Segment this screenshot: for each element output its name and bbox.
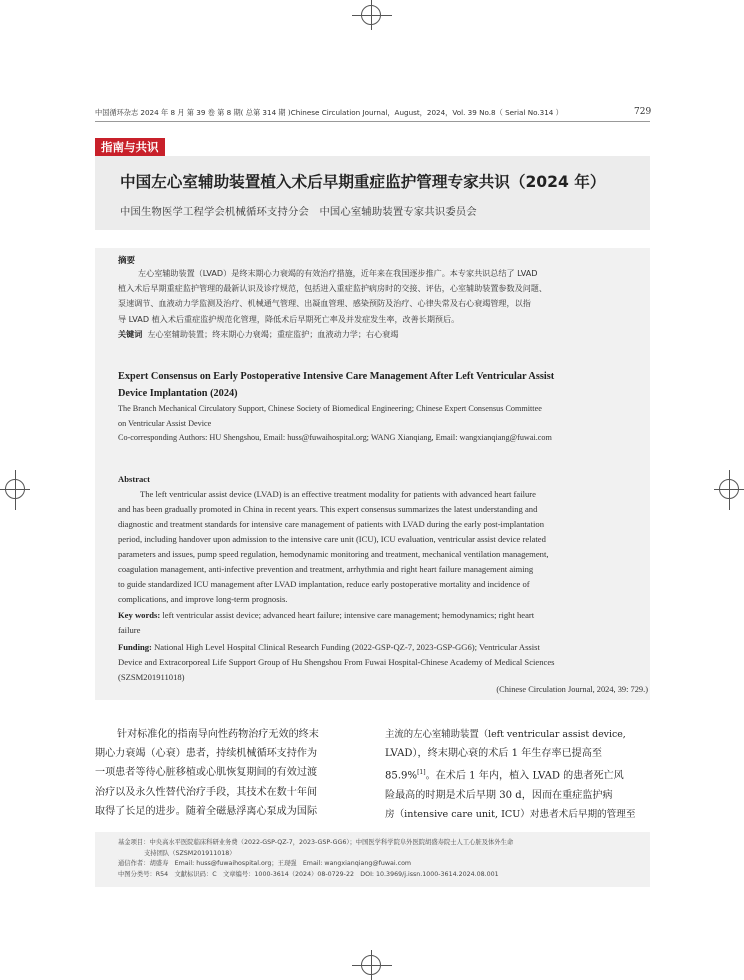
abstract-cn-label: 摘要	[118, 256, 136, 266]
footnote	[118, 838, 638, 880]
body-line: LVAD），终末期心衰的术后 1 年生存率已提高至	[385, 748, 602, 760]
crop-mark-bottom	[352, 950, 392, 980]
keywords-cn	[118, 329, 398, 340]
authors: 中国生物医学工程学会机械循环支持分会 中国心室辅助装置专家共识委员会	[120, 206, 477, 218]
body-column-left	[95, 725, 360, 821]
abstract-en-line: The left ventricular assist device (LVAD) is an effective treatment modality for patients with advanced heart failure	[140, 489, 536, 499]
footnote-line: 基金项目：中央高水平医院临床科研业务费（2022-GSP-QZ-7，2023-GSP-GG6）；中国医学科学院阜外医院胡盛寿院士人工心脏及体外生命	[118, 839, 514, 846]
keywords-en-text: failure	[118, 625, 141, 635]
english-title-line: Device Implantation (2024)	[118, 388, 238, 399]
funding-text: (SZSM201911018)	[118, 672, 185, 682]
body-line: 一项患者等待心脏移植或心肌恢复期间的有效过渡	[95, 767, 318, 779]
abstract-en-line: to guide standardized ICU management after LVAD implantation, reduce early postoperative mortality and incidence of	[118, 579, 530, 589]
funding	[118, 640, 626, 685]
body-line: 主流的左心室辅助装置（left ventricular assist device,	[385, 729, 626, 740]
crop-mark-top	[352, 0, 392, 30]
abstract-en-line: diagnostic and treatment standards for intensive care management of patients with LVAD during the early post-implantation	[118, 519, 544, 529]
abstract-en-line: parameters and issues, pump speed regulation, hemodynamic monitoring and treatment, mechanical ventilation management,	[118, 549, 549, 559]
body-column-right	[385, 725, 650, 824]
abstract-cn-line: 植入术后早期重症监护管理的最新认识及诊疗规范，包括进入重症监护病房时的交接、评估，心室辅助装置参数及问题、	[118, 283, 547, 294]
abstract-en-line: complications, and improve long-term prognosis.	[118, 594, 288, 604]
reference-marker[interactable]: [1]	[417, 769, 426, 777]
english-affiliation	[118, 402, 633, 431]
body-line: 针对标准化的指南导向性药物治疗无效的终末	[117, 729, 319, 740]
keywords-en-label: Key words:	[118, 610, 161, 620]
keywords-cn-label: 关键词	[118, 329, 143, 339]
body-line: 险最高的时期是术后早期 30 d，因而在重症监护病	[385, 789, 613, 801]
funding-text: Device and Extracorporeal Life Support Group of Hu Shengshou From Fuwai Hospital-Chinese Academy of Medical Sciences	[118, 657, 555, 667]
corresponding-authors: Co-corresponding Authors: HU Shengshou, Email: huss@fuwaihospital.org; WANG Xianqiang, Email: wangxianqiang@fuwai.com	[118, 433, 552, 442]
section-tag: 指南与共识	[95, 138, 165, 156]
keywords-en	[118, 608, 626, 638]
title-panel	[95, 156, 650, 230]
crop-mark-right	[714, 470, 744, 510]
body-line: 房（intensive care unit, ICU）对患者术后早期的管理至	[385, 809, 636, 821]
citation: (Chinese Circulation Journal, 2024, 39: 729.)	[496, 685, 648, 694]
footnote-line: 通信作者：胡盛寿 Email: huss@fuwaihospital.org；王现强 Email: wangxianqiang@fuwai.com	[118, 860, 412, 867]
body-line: 治疗以及永久性替代治疗手段，其技术在数十年间	[95, 786, 318, 798]
abstract-cn-text	[118, 266, 626, 327]
funding-text: National High Level Hospital Clinical Research Funding (2022-GSP-QZ-7, 2023-GSP-GG6); Ventricular Assist	[154, 642, 540, 652]
english-title-line: Expert Consensus on Early Postoperative Intensive Care Management After Left Ventricular Assist	[118, 371, 555, 382]
header-divider	[95, 121, 650, 122]
abstract-en-label: Abstract	[118, 474, 150, 484]
abstract-cn-line: 导 LVAD 植入术后重症监护规范化管理，降低术后早期死亡率及并发症发生率，改善长期预后。	[118, 313, 460, 324]
keywords-en-text: left ventricular assist device; advanced heart failure; intensive care management; hemodynamics; right heart	[162, 610, 535, 620]
crop-mark-left	[0, 470, 30, 510]
affiliation-line: The Branch Mechanical Circulatory Support, Chinese Society of Biomedical Engineering; Chinese Expert Consensus Committee	[118, 404, 542, 413]
body-line: 期心力衰竭（心衰）患者，持续机械循环支持作为	[95, 748, 318, 760]
paper-title: 中国左心室辅助装置植入术后早期重症监护管理专家共识（2024 年）	[120, 173, 606, 191]
body-line: 85.9%	[385, 770, 418, 782]
running-header: 中国循环杂志 2024 年 8 月 第 39 卷 第 8 期( 总第 314 期 )Chinese Circulation Journal，August，2024，Vol. 39 No.8（ Serial No.314 ）	[95, 108, 563, 117]
abstract-en-line: coagulation management, anti-infective prevention and treatment, arrhythmia and right heart failure management aiming	[118, 564, 534, 574]
footnote-line: 支持团队（SZSM201911018）	[144, 849, 236, 857]
abstract-en-line: and has been gradually promoted in China in recent years. This expert consensus summarizes the latest understanding and	[118, 504, 538, 514]
abstract-cn-line: 左心室辅助装置（LVAD）是终末期心力衰竭的有效治疗措施，近年来在我国逐步推广。本专家共识总结了 LVAD	[138, 268, 538, 278]
keywords-cn-text: 左心室辅助装置；终末期心力衰竭；重症监护；血液动力学；右心衰竭	[147, 329, 399, 339]
funding-label: Funding:	[118, 642, 152, 652]
body-line: 取得了长足的进步。随着全磁悬浮离心泵成为国际	[95, 805, 318, 817]
abstract-cn-line: 泵速调节、血液动力学监测及治疗、机械通气管理、出凝血管理、感染预防及治疗、心律失常及右心衰竭管理，以指	[118, 298, 531, 309]
abstract-en-line: period, including handover upon admission to the intensive care unit (ICU), ICU evaluation, ventricular assist device related	[118, 534, 546, 544]
affiliation-line: on Ventricular Assist Device	[118, 418, 212, 428]
page-number: 729	[634, 107, 652, 117]
body-line: 。在术后 1 年内，植入 LVAD 的患者死亡风	[425, 770, 624, 782]
abstract-en-text	[118, 487, 626, 607]
footnote-line: 中图分类号：R54 文献标识码：C 文章编号：1000-3614（2024）08-0729-22 DOI: 10.3969/j.issn.1000-3614.2024.08.001	[118, 870, 499, 878]
english-title	[118, 368, 628, 402]
